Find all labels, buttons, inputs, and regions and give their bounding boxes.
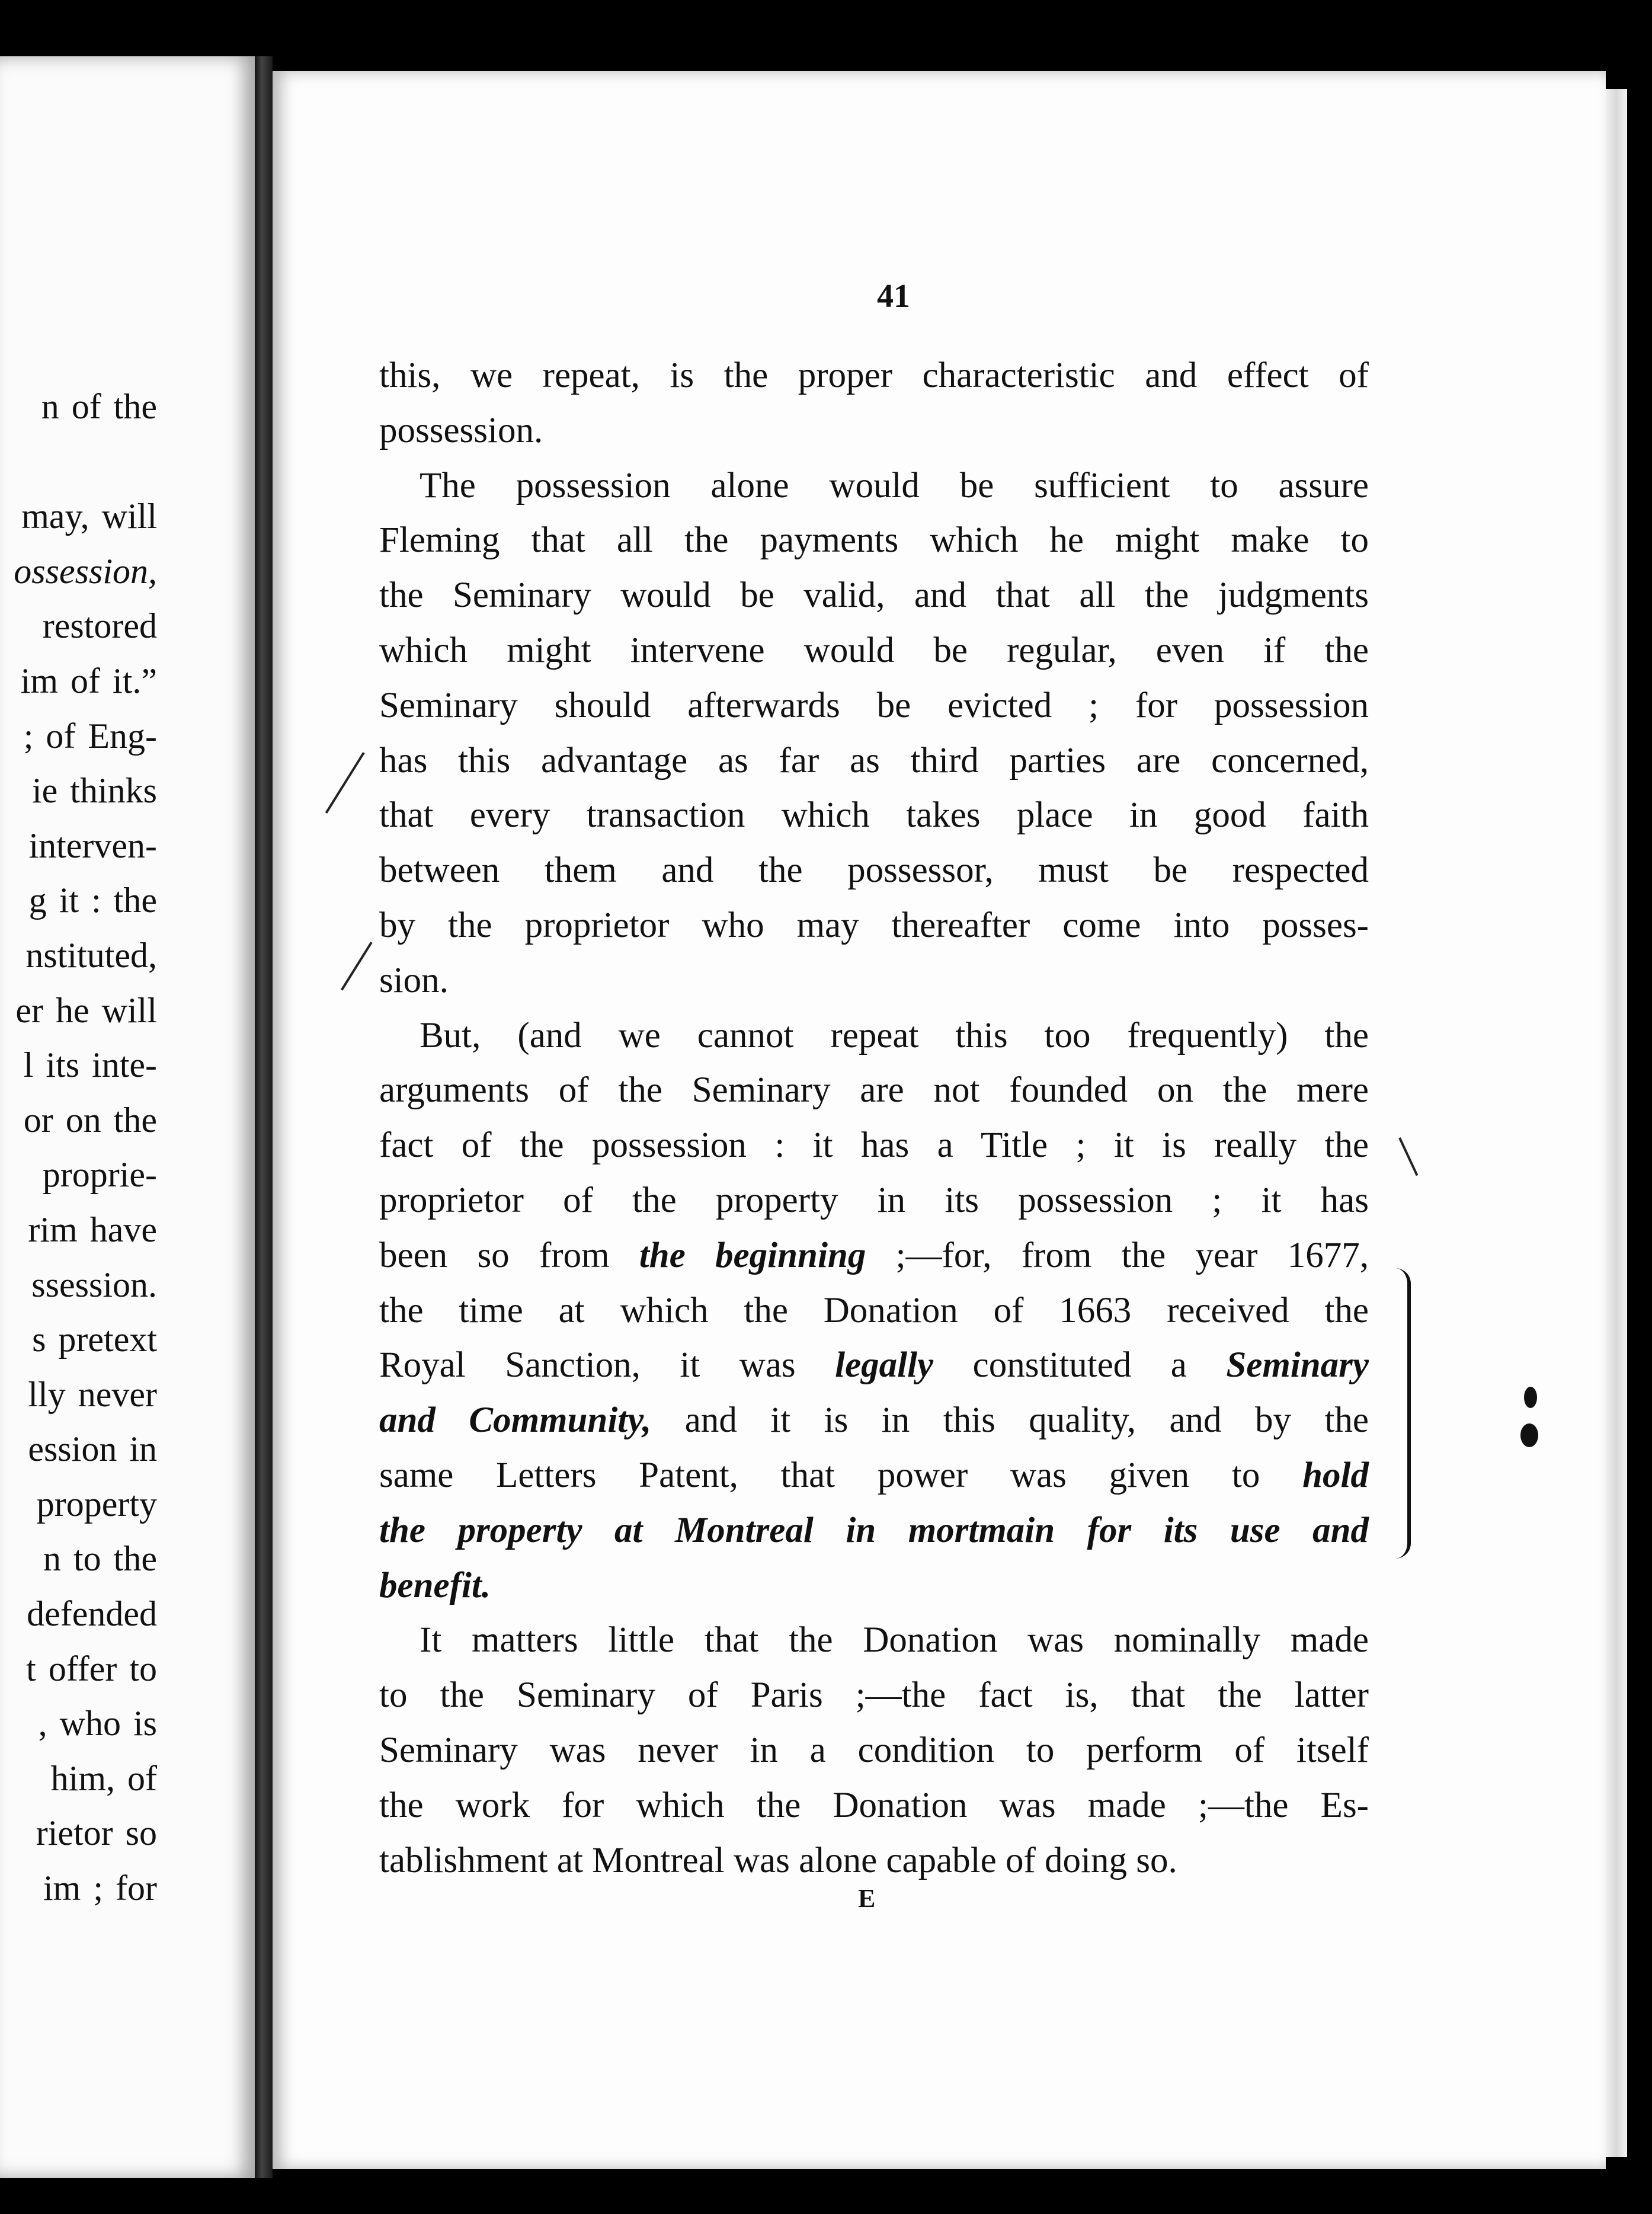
left-line: ie thinks (32, 771, 157, 811)
italic-segment: benefit. (379, 1565, 491, 1605)
left-line: ession in (28, 1429, 157, 1469)
left-line: s pretext (32, 1320, 157, 1359)
italic-segment: legally (835, 1345, 934, 1386)
left-line: g it : the (28, 881, 157, 920)
text-line: which might intervene would be regular, even if the (379, 630, 1369, 670)
text-line: arguments of the Seminary are not founded on the mere (379, 1070, 1369, 1111)
text-line: the work for which the Donation was made ;—the Es- (379, 1785, 1369, 1825)
text-line: Fleming that all the payments which he might make to (379, 520, 1369, 561)
text-segment: ;—for, from the year 1677, (895, 1235, 1369, 1275)
text-line (379, 1503, 1369, 1559)
text-line: has this advantage as far as third parties are concerned, (379, 740, 1369, 780)
left-line: ssession. (31, 1265, 157, 1304)
left-line: proprie- (42, 1155, 157, 1195)
left-line: defended (27, 1594, 157, 1634)
text-line (379, 1338, 1369, 1393)
left-line: or on the (23, 1100, 157, 1140)
left-line: property (36, 1484, 157, 1524)
text-segment: and it is in this quality, and by the (684, 1400, 1369, 1441)
left-line: him, of (50, 1758, 157, 1798)
text-line: between them and the possessor, must be respected (379, 850, 1369, 891)
left-line: rim have (28, 1210, 157, 1249)
text-line (379, 1448, 1369, 1503)
italic-segment: the property at Montreal in mortmain for its use and (379, 1510, 1369, 1550)
left-line: im of it.” (20, 661, 157, 700)
left-line: n of the (41, 387, 157, 426)
left-facing-page (0, 56, 255, 2178)
text-line: fact of the possession : it has a Title ; it is really the (379, 1125, 1369, 1166)
left-line: restored (42, 606, 157, 646)
italic-segment: the beginning (639, 1235, 866, 1275)
italic-segment: Seminary (1226, 1345, 1369, 1386)
left-line: may, will (21, 497, 157, 536)
left-line (0, 434, 157, 489)
text-line: the time at which the Donation of 1663 received the (379, 1290, 1369, 1330)
text-line: to the Seminary of Paris ;—the fact is, that the latter (379, 1675, 1369, 1716)
left-line: interven- (28, 826, 157, 865)
text-line: Seminary was never in a condition to perform of itself (379, 1730, 1369, 1770)
italic-segment: and Community, (379, 1400, 652, 1441)
text-segment: been so from (379, 1235, 610, 1275)
left-line: , who is (38, 1704, 157, 1743)
text-line: the Seminary would be valid, and that all the judgments (379, 575, 1369, 616)
margin-bracket (1395, 1268, 1411, 1559)
text-segment: Royal Sanction, it was (379, 1345, 796, 1386)
text-line: possession. (379, 410, 543, 450)
left-line: im ; for (43, 1869, 157, 1908)
left-line: er he will (15, 990, 157, 1030)
left-line: ossession, (14, 551, 157, 591)
text-line: this, we repeat, is the proper characteristic and effect of (379, 356, 1369, 395)
left-line: l its inte- (23, 1045, 157, 1085)
body-text (379, 348, 1369, 1888)
margin-dot (1520, 1423, 1538, 1447)
page-number: 41 (877, 278, 910, 315)
text-line: by the proprietor who may thereafter come into posses- (379, 905, 1369, 945)
text-segment: constituted a (972, 1345, 1187, 1386)
left-line: t offer to (26, 1649, 157, 1688)
text-line: It matters little that the Donation was nominally made (420, 1620, 1369, 1660)
left-line: rietor so (36, 1813, 157, 1853)
book-gutter (255, 56, 273, 2178)
text-line (379, 1559, 1369, 1614)
left-page-text (0, 379, 157, 1916)
text-line: But, (and we cannot repeat this too frequently) the (420, 1015, 1369, 1055)
page-edge (1606, 89, 1627, 2157)
signature-mark: E (858, 1884, 876, 1913)
text-line: tablishment at Montreal was alone capable of doing so. (379, 1840, 1177, 1880)
text-line (379, 1228, 1369, 1284)
italic-segment: hold (1302, 1455, 1369, 1495)
text-line (379, 1393, 1369, 1448)
text-line: The possession alone would be sufficient to assure (420, 465, 1369, 505)
margin-dot (1524, 1387, 1537, 1408)
left-line: n to the (43, 1539, 157, 1579)
left-line: lly never (28, 1374, 157, 1414)
text-segment: same Letters Patent, that power was given to (379, 1455, 1260, 1495)
text-line: proprietor of the property in its possession ; it has (379, 1180, 1369, 1220)
text-line: that every transaction which takes place in good faith (379, 795, 1369, 836)
left-line: ; of Eng- (23, 716, 157, 756)
left-line: nstituted, (25, 935, 157, 975)
text-line: Seminary should afterwards be evicted ; for possession (379, 685, 1369, 725)
text-line: sion. (379, 960, 449, 1000)
